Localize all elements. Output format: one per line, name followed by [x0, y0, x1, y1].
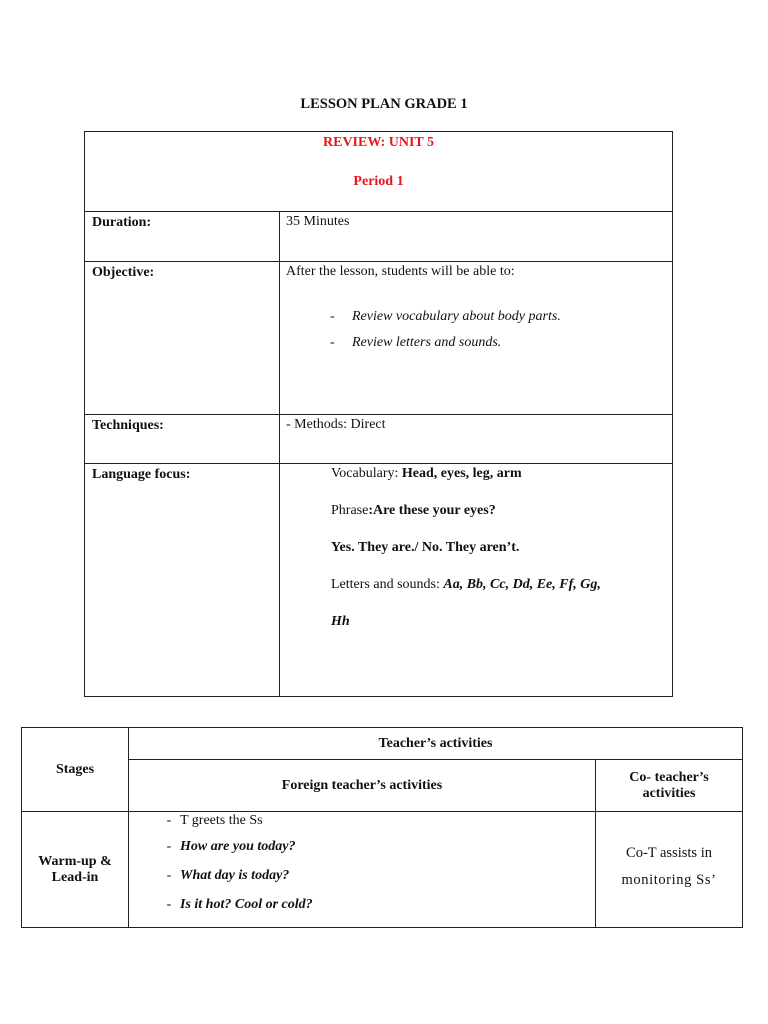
lesson-plan-table	[84, 131, 673, 697]
stage-name-line: Warm-up &	[38, 853, 112, 869]
letters-prefix: Letters and sounds:	[331, 577, 444, 592]
duration-row	[85, 212, 673, 262]
objective-bullet-text: Review vocabulary about body parts.	[352, 309, 561, 324]
coteacher-header-line: Co- teacher’s	[629, 769, 709, 785]
phrase-prefix: Phrase	[331, 503, 369, 518]
activity-item	[158, 890, 595, 919]
phrase-line	[331, 503, 672, 519]
coteacher-activity-line: Co-T assists in	[626, 844, 712, 861]
letters-line	[331, 577, 672, 593]
stages-header: Stages	[22, 728, 129, 812]
activity-text: Is it hot? Cool or cold?	[180, 896, 313, 912]
warmup-row	[22, 812, 743, 928]
language-focus-label: Language focus:	[85, 464, 280, 697]
objective-row	[85, 262, 673, 415]
stage-warmup	[22, 812, 129, 928]
activity-text: How are you today?	[180, 838, 296, 854]
vocabulary-words: Head, eyes, leg, arm	[401, 466, 522, 481]
objective-intro: After the lesson, students will be able to:	[286, 264, 515, 279]
coteacher-activity-line: monitoring Ss’	[621, 871, 717, 888]
bullet-dash: -	[330, 309, 335, 324]
coteacher-header-line: activities	[642, 785, 696, 801]
bullet-dash: -	[166, 896, 172, 912]
language-focus-value	[280, 464, 673, 697]
activity-item	[158, 810, 595, 832]
plan-heading-row	[85, 132, 673, 212]
bullet-dash: -	[330, 335, 335, 350]
duration-label: Duration:	[85, 212, 280, 262]
activity-item	[158, 861, 595, 890]
activity-text: T greets the Ss	[180, 813, 263, 828]
bullet-dash: -	[166, 867, 172, 883]
plan-heading-cell	[85, 132, 673, 212]
activities-subheader-row	[22, 760, 743, 812]
period-heading: Period 1	[353, 174, 404, 189]
techniques-value: - Methods: Direct	[280, 415, 673, 464]
letters-list-continued: Hh	[331, 614, 350, 629]
language-focus-row	[85, 464, 673, 697]
foreign-teacher-activities	[129, 812, 596, 928]
activities-table	[21, 727, 743, 928]
coteacher-header	[596, 760, 743, 812]
unit-heading: REVIEW: UNIT 5	[323, 135, 434, 150]
answer-line: Yes. They are./ No. They aren’t.	[331, 540, 520, 555]
stage-name-line: Lead-in	[51, 869, 99, 885]
activity-item	[158, 832, 595, 861]
duration-value: 35 Minutes	[280, 212, 673, 262]
teacher-activities-header: Teacher’s activities	[129, 728, 743, 760]
objective-bullet	[330, 335, 672, 351]
vocabulary-line	[331, 466, 672, 482]
techniques-label: Techniques:	[85, 415, 280, 464]
bullet-dash: -	[166, 838, 172, 854]
activity-text: What day is today?	[180, 867, 290, 883]
objective-label: Objective:	[85, 262, 280, 415]
techniques-row	[85, 415, 673, 464]
letters-list: Aa, Bb, Cc, Dd, Ee, Ff, Gg,	[443, 577, 601, 592]
page-title: LESSON PLAN GRADE 1	[300, 96, 468, 112]
vocabulary-prefix: Vocabulary:	[331, 466, 402, 481]
foreign-teacher-header: Foreign teacher’s activities	[129, 760, 596, 812]
activities-header-row	[22, 728, 743, 760]
coteacher-activities	[596, 812, 743, 928]
objective-bullet-text: Review letters and sounds.	[352, 335, 502, 350]
phrase-text: :Are these your eyes?	[368, 503, 496, 518]
bullet-dash: -	[166, 813, 172, 828]
objective-value	[280, 262, 673, 415]
objective-bullet	[330, 309, 672, 325]
